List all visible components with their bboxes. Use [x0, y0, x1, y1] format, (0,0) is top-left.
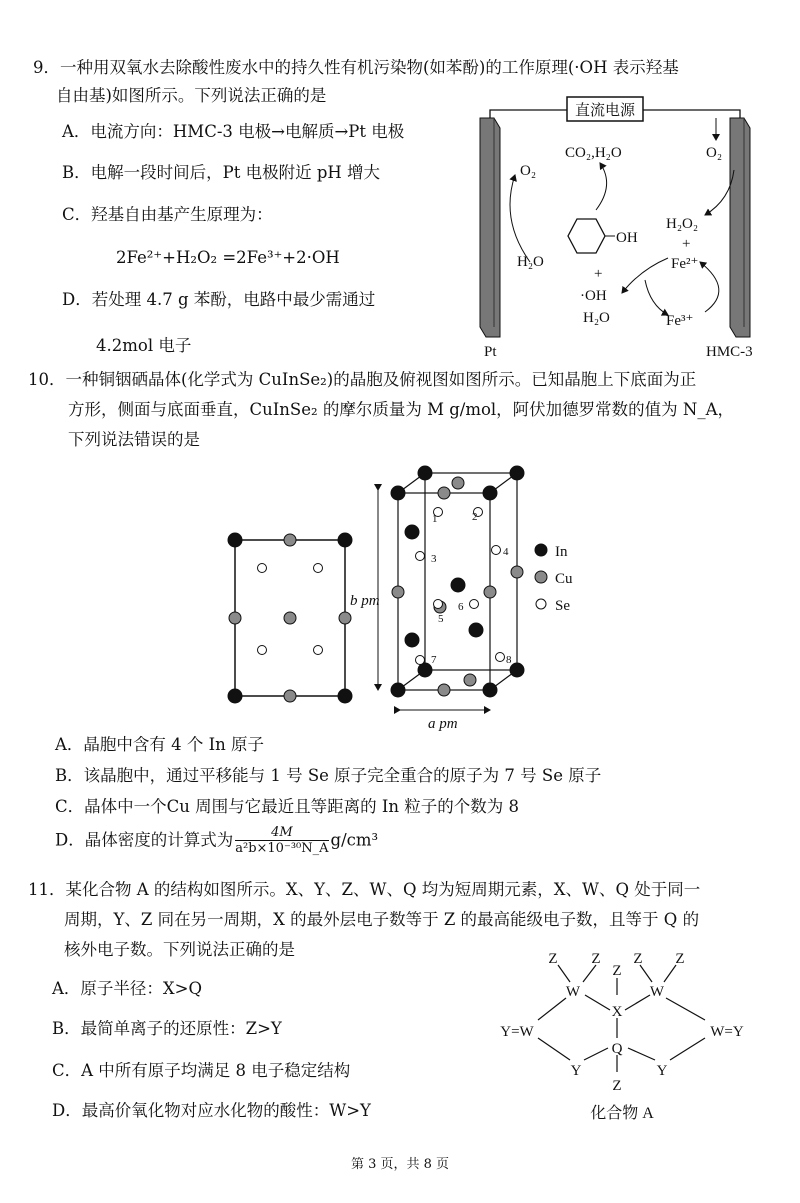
q9-option-d: D．若处理 4.7 g 苯酚，电路中最少需通过: [62, 290, 376, 309]
b-pm-label: b pm: [350, 593, 380, 609]
atom-number-1: 1: [432, 513, 438, 525]
q11-stem-line2: 周期，Y、Z 同在另一周期，X 的最外层电子数等于 Z 的最高能级电子数，且等于 Q 的: [64, 910, 700, 929]
atom-number-4: 4: [503, 546, 509, 558]
pt-label: Pt: [484, 344, 497, 360]
h2o-bottom: H₂O: [583, 310, 610, 326]
plus-1: +: [594, 266, 603, 282]
atom-z: Z: [675, 951, 685, 967]
power-source-label: 直流电源: [574, 103, 636, 119]
hmc3-label: HMC-3: [706, 344, 753, 360]
atom-number-5: 5: [438, 613, 444, 625]
page-footer: 第 3 页，共 8 页: [350, 1157, 450, 1172]
atom-z: Z: [612, 963, 622, 979]
legend-in: In: [555, 544, 568, 560]
q9-stem-line2: 自由基)如图所示。下列说法正确的是: [56, 86, 327, 105]
q10-stem-line2: 方形，侧面与底面垂直，CuInSe₂ 的摩尔质量为 M g/mol，阿伏加德罗常数的值为 N_A，: [68, 400, 735, 419]
o2-right: O₂: [706, 145, 723, 161]
a-pm-label: a pm: [428, 716, 458, 732]
q9-option-b: B．电解一段时间后，Pt 电极附近 pH 增大: [62, 163, 381, 182]
atom-z: Z: [548, 951, 558, 967]
density-numerator: 4M: [235, 826, 328, 841]
q10-option-c: C．晶体中一个Cu 周围与它最近且等距离的 In 粒子的个数为 8: [55, 797, 519, 816]
fe3: Fe³⁺: [666, 313, 694, 329]
q9-option-d-cont: 4.2mol 电子: [96, 336, 192, 355]
density-denominator: a²b×10⁻³⁰N_A: [235, 841, 329, 856]
q10-stem-line3: 下列说法错误的是: [68, 430, 200, 449]
atom-number-7: 7: [431, 654, 437, 666]
atom-z: Z: [633, 951, 643, 967]
q11-option-d: D．最高价氧化物对应水化物的酸性：W>Y: [52, 1101, 371, 1120]
q9-stem-line1: 9．一种用双氧水去除酸性废水中的持久性有机污染物(如苯酚)的工作原理(·OH 表示羟基: [33, 58, 679, 77]
atom-y: Y: [656, 1063, 668, 1079]
co2-h2o: CO₂,H₂O: [565, 145, 622, 161]
atom-z: Z: [612, 1078, 622, 1094]
q10-option-a: A．晶胞中含有 4 个 In 原子: [55, 735, 265, 754]
atom-w: W: [649, 984, 665, 1000]
atom-number-3: 3: [431, 553, 437, 565]
density-unit: g/cm³: [330, 830, 379, 850]
plus-2: +: [682, 236, 691, 252]
legend-cu: Cu: [555, 571, 573, 587]
q9-option-a: A．电流方向：HMC-3 电极→电解质→Pt 电极: [62, 122, 405, 141]
q11-stem-line1: 11．某化合物 A 的结构如图所示。X、Y、Z、W、Q 均为短周期元素，X、W、Q 处于同一: [28, 880, 701, 899]
atom-y: Y: [570, 1063, 582, 1079]
atom-number-2: 2: [472, 511, 478, 523]
h2o2: H₂O₂: [666, 216, 699, 232]
phenol-oh: OH: [616, 230, 638, 246]
q9-option-c: C．羟基自由基产生原理为：: [62, 205, 273, 224]
legend-se: Se: [555, 598, 570, 614]
q10-option-b: B．该晶胞中，通过平移能与 1 号 Se 原子完全重合的原子为 7 号 Se 原子: [55, 766, 602, 785]
oh-radical: ·OH: [580, 288, 607, 304]
atom-x: X: [611, 1004, 623, 1020]
atom-q: Q: [611, 1041, 623, 1057]
q11-option-c: C．A 中所有原子均满足 8 电子稳定结构: [52, 1061, 351, 1080]
q9-option-c-equation: 2Fe²⁺+H₂O₂ =2Fe³⁺+2·OH: [116, 248, 340, 267]
atom-w: W: [565, 984, 581, 1000]
q11-option-a: A．原子半径：X>Q: [52, 979, 203, 998]
compound-a-caption: 化合物 A: [590, 1105, 654, 1122]
q11-option-b: B．最简单离子的还原性：Z>Y: [52, 1019, 282, 1038]
atom-z: Z: [591, 951, 601, 967]
y-double-w-left: Y=W: [500, 1024, 534, 1040]
q10-stem-line1: 10．一种铜铟硒晶体(化学式为 CuInSe₂)的晶胞及俯视图如图所示。已知晶胞上下底面为正: [28, 370, 697, 389]
atom-number-8: 8: [506, 654, 512, 666]
fe2: Fe²⁺: [671, 256, 699, 272]
w-double-y-right: W=Y: [710, 1024, 744, 1040]
q11-stem-line3: 核外电子数。下列说法正确的是: [64, 940, 295, 959]
o2-left: O₂: [520, 163, 537, 179]
atom-number-6: 6: [458, 601, 464, 613]
q10-option-d-prefix: D．晶体密度的计算式为: [55, 830, 234, 850]
h2o-left: H₂O: [517, 254, 544, 270]
